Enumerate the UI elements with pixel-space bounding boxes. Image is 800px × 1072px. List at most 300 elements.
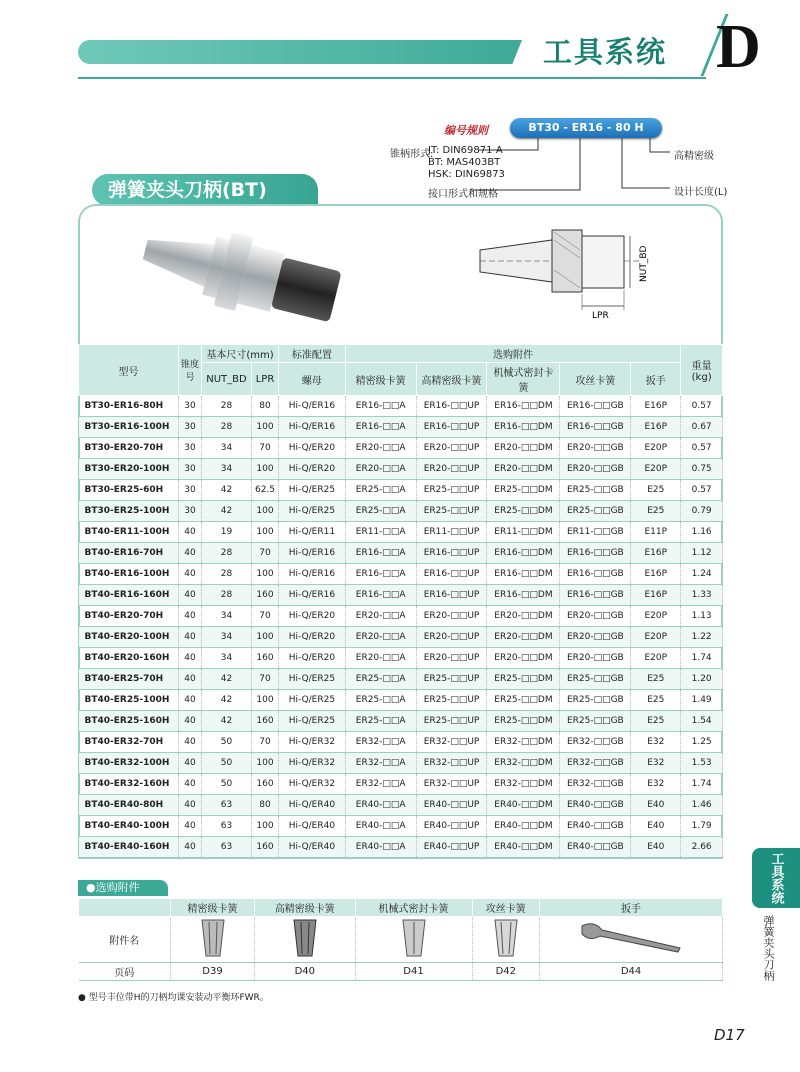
table-cell: 42 <box>201 711 251 732</box>
table-cell: ER40-□□GB <box>560 816 631 837</box>
table-cell: ER40-□□UP <box>416 816 487 837</box>
table-row <box>79 732 723 753</box>
table-cell: E25 <box>631 711 681 732</box>
table-cell: 40 <box>179 585 202 606</box>
table-cell: ER32-□□A <box>345 732 416 753</box>
footnote: ● 型号丰位带H的刀柄均课安装动平衡环FWR。 <box>78 993 269 1003</box>
table-cell: ER40-□□A <box>345 795 416 816</box>
table-cell: ER11-□□UP <box>416 522 487 543</box>
code-example: BT30 - ER16 - 80 H <box>510 118 662 138</box>
table-cell: 1.49 <box>681 690 723 711</box>
table-cell: ER20-□□GB <box>560 627 631 648</box>
table-cell: E16P <box>631 417 681 438</box>
table-cell: Hi-Q/ER20 <box>279 459 346 480</box>
table-cell: ER20-□□A <box>345 438 416 459</box>
table-cell: Hi-Q/ER11 <box>279 522 346 543</box>
col-precision-collet: 精密级卡簧 <box>345 363 416 396</box>
wrench-image <box>540 917 723 963</box>
acc-page-tap: D42 <box>472 963 540 981</box>
table-cell: ER16-□□DM <box>487 396 560 417</box>
table-cell: ER40-□□GB <box>560 837 631 858</box>
table-row <box>79 396 723 417</box>
table-cell: 1.16 <box>681 522 723 543</box>
table-cell: ER32-□□GB <box>560 732 631 753</box>
table-cell: E16P <box>631 396 681 417</box>
table-cell: ER25-□□GB <box>560 711 631 732</box>
table-cell: ER16-□□UP <box>416 585 487 606</box>
col-tap-collet: 攻丝卡簧 <box>560 363 631 396</box>
table-cell: 0.57 <box>681 480 723 501</box>
table-cell: 40 <box>179 627 202 648</box>
table-cell: 2.66 <box>681 837 723 858</box>
tool-holder-drawing <box>470 220 680 330</box>
table-cell: 0.57 <box>681 396 723 417</box>
table-cell: BT40-ER40-100H <box>79 816 179 837</box>
table-cell: 42 <box>201 690 251 711</box>
table-cell: 63 <box>201 837 251 858</box>
table-cell: BT30-ER25-100H <box>79 501 179 522</box>
table-cell: ER32-□□DM <box>487 732 560 753</box>
table-cell: 30 <box>179 438 202 459</box>
table-cell: ER25-□□UP <box>416 480 487 501</box>
table-cell: 40 <box>179 648 202 669</box>
table-cell: BT40-ER32-160H <box>79 774 179 795</box>
table-cell: ER16-□□UP <box>416 396 487 417</box>
table-cell: ER20-□□UP <box>416 627 487 648</box>
header-rule <box>78 77 706 79</box>
table-cell: ER16-□□A <box>345 396 416 417</box>
table-cell: ER16-□□DM <box>487 417 560 438</box>
table-cell: E20P <box>631 438 681 459</box>
page-title: 工具系统 <box>543 35 668 69</box>
table-cell: 160 <box>251 774 278 795</box>
table-cell: ER25-□□GB <box>560 480 631 501</box>
table-row <box>79 543 723 564</box>
table-cell: BT40-ER40-80H <box>79 795 179 816</box>
code-rule-label: 编号规则 <box>444 124 488 137</box>
table-cell: ER20-□□GB <box>560 438 631 459</box>
side-tab-subtitle: 弹簧夹头刀柄 <box>762 915 775 981</box>
table-cell: 160 <box>251 837 278 858</box>
table-cell: Hi-Q/ER40 <box>279 837 346 858</box>
table-cell: ER25-□□A <box>345 711 416 732</box>
table-cell: ER32-□□UP <box>416 753 487 774</box>
table-cell: 1.53 <box>681 753 723 774</box>
header-band <box>78 40 548 64</box>
table-cell: E20P <box>631 459 681 480</box>
table-cell: 40 <box>179 669 202 690</box>
table-cell: 40 <box>179 837 202 858</box>
table-cell: ER25-□□GB <box>560 690 631 711</box>
table-cell: E25 <box>631 480 681 501</box>
table-cell: 28 <box>201 543 251 564</box>
table-row <box>79 480 723 501</box>
table-cell: BT40-ER25-160H <box>79 711 179 732</box>
table-cell: 1.25 <box>681 732 723 753</box>
table-cell: ER25-□□GB <box>560 669 631 690</box>
page-number: D17 <box>714 1026 745 1044</box>
table-row <box>79 522 723 543</box>
table-cell: ER20-□□GB <box>560 606 631 627</box>
table-cell: Hi-Q/ER16 <box>279 585 346 606</box>
table-cell: 40 <box>179 816 202 837</box>
table-cell: BT40-ER32-100H <box>79 753 179 774</box>
table-cell: Hi-Q/ER25 <box>279 690 346 711</box>
precision-label: 高精密级 <box>674 151 714 162</box>
table-cell: 100 <box>251 564 278 585</box>
table-cell: 1.54 <box>681 711 723 732</box>
table-cell: 1.24 <box>681 564 723 585</box>
table-cell: 0.57 <box>681 438 723 459</box>
col-weight: 重量(kg) <box>681 345 723 396</box>
table-cell: ER20-□□DM <box>487 438 560 459</box>
col-basic-dims: 基本尺寸(mm) <box>201 345 278 363</box>
code-rule <box>390 110 740 200</box>
table-cell: 28 <box>201 585 251 606</box>
table-cell: 100 <box>251 501 278 522</box>
table-cell: Hi-Q/ER25 <box>279 711 346 732</box>
table-cell: ER16-□□GB <box>560 543 631 564</box>
table-cell: E40 <box>631 795 681 816</box>
acc-header-wrench: 扳手 <box>540 899 723 917</box>
table-cell: ER25-□□UP <box>416 711 487 732</box>
table-cell: ER25-□□A <box>345 690 416 711</box>
table-cell: E16P <box>631 585 681 606</box>
col-model: 型号 <box>79 345 179 396</box>
table-cell: 1.79 <box>681 816 723 837</box>
table-cell: Hi-Q/ER32 <box>279 774 346 795</box>
table-cell: 42 <box>201 669 251 690</box>
table-cell: E40 <box>631 837 681 858</box>
table-cell: 28 <box>201 417 251 438</box>
table-cell: 62.5 <box>251 480 278 501</box>
table-cell: ER25-□□DM <box>487 501 560 522</box>
table-cell: 40 <box>179 606 202 627</box>
table-cell: E20P <box>631 606 681 627</box>
table-cell: BT30-ER16-80H <box>79 396 179 417</box>
table-cell: ER16-□□A <box>345 543 416 564</box>
table-cell: 1.46 <box>681 795 723 816</box>
table-cell: 28 <box>201 396 251 417</box>
table-cell: 100 <box>251 417 278 438</box>
section-title: 弹簧夹头刀柄(BT) <box>92 174 318 206</box>
table-cell: ER11-□□GB <box>560 522 631 543</box>
table-cell: 1.22 <box>681 627 723 648</box>
table-cell: Hi-Q/ER40 <box>279 795 346 816</box>
acc-header-hp: 高精密级卡簧 <box>255 899 356 917</box>
table-cell: ER25-□□UP <box>416 501 487 522</box>
table-cell: ER32-□□A <box>345 753 416 774</box>
table-cell: E32 <box>631 774 681 795</box>
col-nut-bd: NUT_BD <box>201 363 251 396</box>
table-row <box>79 690 723 711</box>
collet-tap-image <box>472 917 540 963</box>
table-cell: 1.20 <box>681 669 723 690</box>
col-lpr: LPR <box>251 363 278 396</box>
shank-type-hsk: HSK: DIN69873 <box>428 169 505 180</box>
table-cell: BT40-ER20-100H <box>79 627 179 648</box>
table-row <box>79 795 723 816</box>
table-cell: ER40-□□DM <box>487 816 560 837</box>
table-cell: ER16-□□DM <box>487 543 560 564</box>
table-cell: ER40-□□A <box>345 816 416 837</box>
table-cell: E25 <box>631 669 681 690</box>
table-cell: ER20-□□UP <box>416 648 487 669</box>
table-cell: BT40-ER25-70H <box>79 669 179 690</box>
acc-header-precision: 精密级卡簧 <box>171 899 255 917</box>
table-cell: Hi-Q/ER25 <box>279 480 346 501</box>
table-cell: ER32-□□DM <box>487 774 560 795</box>
table-cell: 34 <box>201 606 251 627</box>
spec-table <box>78 344 723 858</box>
table-cell: ER25-□□A <box>345 480 416 501</box>
table-cell: ER20-□□GB <box>560 459 631 480</box>
table-row <box>79 564 723 585</box>
table-cell: 40 <box>179 543 202 564</box>
table-cell: 19 <box>201 522 251 543</box>
table-cell: ER16-□□UP <box>416 417 487 438</box>
table-cell: Hi-Q/ER16 <box>279 564 346 585</box>
table-cell: 0.67 <box>681 417 723 438</box>
table-cell: ER20-□□UP <box>416 606 487 627</box>
side-tab: 工具系统 <box>752 848 800 908</box>
table-cell: 40 <box>179 795 202 816</box>
table-cell: E16P <box>631 564 681 585</box>
table-cell: 63 <box>201 816 251 837</box>
table-cell: BT40-ER20-160H <box>79 648 179 669</box>
table-cell: 80 <box>251 795 278 816</box>
table-cell: ER40-□□UP <box>416 837 487 858</box>
table-cell: Hi-Q/ER32 <box>279 753 346 774</box>
acc-name-label: 附件名 <box>79 917 171 963</box>
table-cell: Hi-Q/ER20 <box>279 648 346 669</box>
table-cell: ER25-□□DM <box>487 690 560 711</box>
table-cell: E32 <box>631 732 681 753</box>
length-label: 设计长度(L) <box>674 187 728 198</box>
table-cell: BT40-ER16-70H <box>79 543 179 564</box>
table-cell: 28 <box>201 564 251 585</box>
table-row <box>79 501 723 522</box>
table-cell: 160 <box>251 585 278 606</box>
table-cell: Hi-Q/ER16 <box>279 417 346 438</box>
acc-page-seal: D41 <box>355 963 472 981</box>
table-cell: 40 <box>179 522 202 543</box>
acc-page-hp: D40 <box>255 963 356 981</box>
table-cell: ER32-□□UP <box>416 732 487 753</box>
table-cell: ER20-□□DM <box>487 606 560 627</box>
table-cell: E16P <box>631 543 681 564</box>
col-standard: 标准配置 <box>279 345 346 363</box>
table-cell: BT40-ER11-100H <box>79 522 179 543</box>
table-cell: 70 <box>251 732 278 753</box>
table-cell: ER32-□□UP <box>416 774 487 795</box>
table-cell: BT30-ER16-100H <box>79 417 179 438</box>
table-cell: E32 <box>631 753 681 774</box>
table-cell: 34 <box>201 627 251 648</box>
table-row <box>79 585 723 606</box>
table-cell: ER20-□□GB <box>560 648 631 669</box>
table-cell: 100 <box>251 690 278 711</box>
table-cell: E20P <box>631 648 681 669</box>
table-row <box>79 816 723 837</box>
table-row <box>79 774 723 795</box>
table-cell: 1.12 <box>681 543 723 564</box>
table-cell: ER20-□□A <box>345 459 416 480</box>
col-taper: 锥度号 <box>179 345 202 396</box>
table-cell: ER20-□□DM <box>487 648 560 669</box>
table-cell: 30 <box>179 480 202 501</box>
table-cell: Hi-Q/ER20 <box>279 438 346 459</box>
table-cell: E40 <box>631 816 681 837</box>
table-cell: 100 <box>251 816 278 837</box>
acc-header-tap: 攻丝卡簧 <box>472 899 540 917</box>
table-cell: 160 <box>251 711 278 732</box>
table-cell: ER32-□□GB <box>560 774 631 795</box>
table-cell: ER40-□□DM <box>487 795 560 816</box>
table-cell: ER32-□□A <box>345 774 416 795</box>
table-cell: ER25-□□DM <box>487 711 560 732</box>
table-cell: 40 <box>179 711 202 732</box>
accessories-title: ●选购附件 <box>78 880 168 896</box>
table-cell: ER16-□□A <box>345 585 416 606</box>
table-cell: ER25-□□A <box>345 501 416 522</box>
table-cell: ER20-□□A <box>345 606 416 627</box>
table-cell: ER40-□□GB <box>560 795 631 816</box>
table-cell: Hi-Q/ER20 <box>279 606 346 627</box>
table-cell: 1.74 <box>681 774 723 795</box>
table-cell: ER20-□□DM <box>487 627 560 648</box>
acc-page-precision: D39 <box>171 963 255 981</box>
collet-hp-image <box>255 917 356 963</box>
tool-holder-photo <box>138 214 348 336</box>
table-row <box>79 648 723 669</box>
table-row <box>79 417 723 438</box>
table-cell: 0.79 <box>681 501 723 522</box>
table-cell: ER20-□□A <box>345 627 416 648</box>
table-cell: 40 <box>179 753 202 774</box>
table-row <box>79 753 723 774</box>
table-row <box>79 459 723 480</box>
table-row <box>79 837 723 858</box>
table-cell: ER16-□□A <box>345 417 416 438</box>
table-cell: ER25-□□GB <box>560 501 631 522</box>
table-row <box>79 627 723 648</box>
chapter-letter: D <box>716 13 761 81</box>
table-cell: ER16-□□GB <box>560 417 631 438</box>
table-cell: Hi-Q/ER25 <box>279 501 346 522</box>
table-cell: 40 <box>179 774 202 795</box>
accessories-table <box>78 898 723 981</box>
table-cell: 70 <box>251 606 278 627</box>
table-cell: 30 <box>179 459 202 480</box>
table-cell: 70 <box>251 438 278 459</box>
table-cell: ER25-□□DM <box>487 669 560 690</box>
table-cell: E25 <box>631 501 681 522</box>
table-row <box>79 669 723 690</box>
table-cell: ER40-□□A <box>345 837 416 858</box>
table-cell: Hi-Q/ER40 <box>279 816 346 837</box>
table-cell: ER16-□□DM <box>487 585 560 606</box>
table-cell: ER20-□□A <box>345 648 416 669</box>
table-cell: 30 <box>179 501 202 522</box>
table-cell: 42 <box>201 480 251 501</box>
shank-type-jt: JT: DIN69871-A <box>428 145 503 156</box>
table-cell: 30 <box>179 396 202 417</box>
table-cell: ER25-□□UP <box>416 690 487 711</box>
table-cell: ER25-□□DM <box>487 480 560 501</box>
table-cell: 160 <box>251 648 278 669</box>
table-cell: 100 <box>251 459 278 480</box>
table-cell: 70 <box>251 543 278 564</box>
nut-bd-label: NUT_BD <box>639 245 649 282</box>
table-cell: BT40-ER20-70H <box>79 606 179 627</box>
table-cell: 40 <box>179 732 202 753</box>
table-cell: ER32-□□GB <box>560 753 631 774</box>
table-row <box>79 606 723 627</box>
col-seal-collet: 机械式密封卡簧 <box>487 363 560 396</box>
col-hp-collet: 高精密级卡簧 <box>416 363 487 396</box>
table-cell: ER32-□□DM <box>487 753 560 774</box>
table-cell: 0.75 <box>681 459 723 480</box>
collet-seal-image <box>355 917 472 963</box>
table-cell: 1.74 <box>681 648 723 669</box>
table-cell: ER40-□□UP <box>416 795 487 816</box>
acc-page-label: 页码 <box>79 963 171 981</box>
col-nut: 螺母 <box>279 363 346 396</box>
table-cell: ER16-□□UP <box>416 564 487 585</box>
table-cell: 50 <box>201 774 251 795</box>
table-cell: ER25-□□UP <box>416 669 487 690</box>
table-cell: ER16-□□A <box>345 564 416 585</box>
table-cell: 63 <box>201 795 251 816</box>
table-cell: 80 <box>251 396 278 417</box>
table-cell: Hi-Q/ER20 <box>279 627 346 648</box>
table-cell: BT30-ER20-100H <box>79 459 179 480</box>
table-cell: E25 <box>631 690 681 711</box>
table-cell: 100 <box>251 753 278 774</box>
table-cell: ER20-□□UP <box>416 438 487 459</box>
table-cell: 34 <box>201 648 251 669</box>
table-cell: ER16-□□UP <box>416 543 487 564</box>
table-cell: BT40-ER16-100H <box>79 564 179 585</box>
col-optional: 选购附件 <box>345 345 681 363</box>
table-cell: Hi-Q/ER25 <box>279 669 346 690</box>
collet-precision-image <box>171 917 255 963</box>
table-cell: 34 <box>201 459 251 480</box>
table-cell: ER11-□□A <box>345 522 416 543</box>
table-row <box>79 438 723 459</box>
lpr-label: LPR <box>592 311 609 321</box>
table-cell: 50 <box>201 753 251 774</box>
acc-header-seal: 机械式密封卡簧 <box>355 899 472 917</box>
table-cell: Hi-Q/ER16 <box>279 543 346 564</box>
spec-table-body <box>79 396 723 858</box>
table-cell: BT30-ER25-60H <box>79 480 179 501</box>
table-cell: ER20-□□UP <box>416 459 487 480</box>
table-cell: 30 <box>179 417 202 438</box>
table-cell: BT40-ER25-100H <box>79 690 179 711</box>
table-cell: ER20-□□DM <box>487 459 560 480</box>
acc-page-wrench: D44 <box>540 963 723 981</box>
table-cell: 100 <box>251 522 278 543</box>
table-cell: 1.13 <box>681 606 723 627</box>
table-cell: BT40-ER40-160H <box>79 837 179 858</box>
table-cell: ER11-□□DM <box>487 522 560 543</box>
table-cell: ER40-□□DM <box>487 837 560 858</box>
table-cell: BT30-ER20-70H <box>79 438 179 459</box>
interface-label: 接口形式和规格 <box>428 189 498 200</box>
table-cell: 42 <box>201 501 251 522</box>
